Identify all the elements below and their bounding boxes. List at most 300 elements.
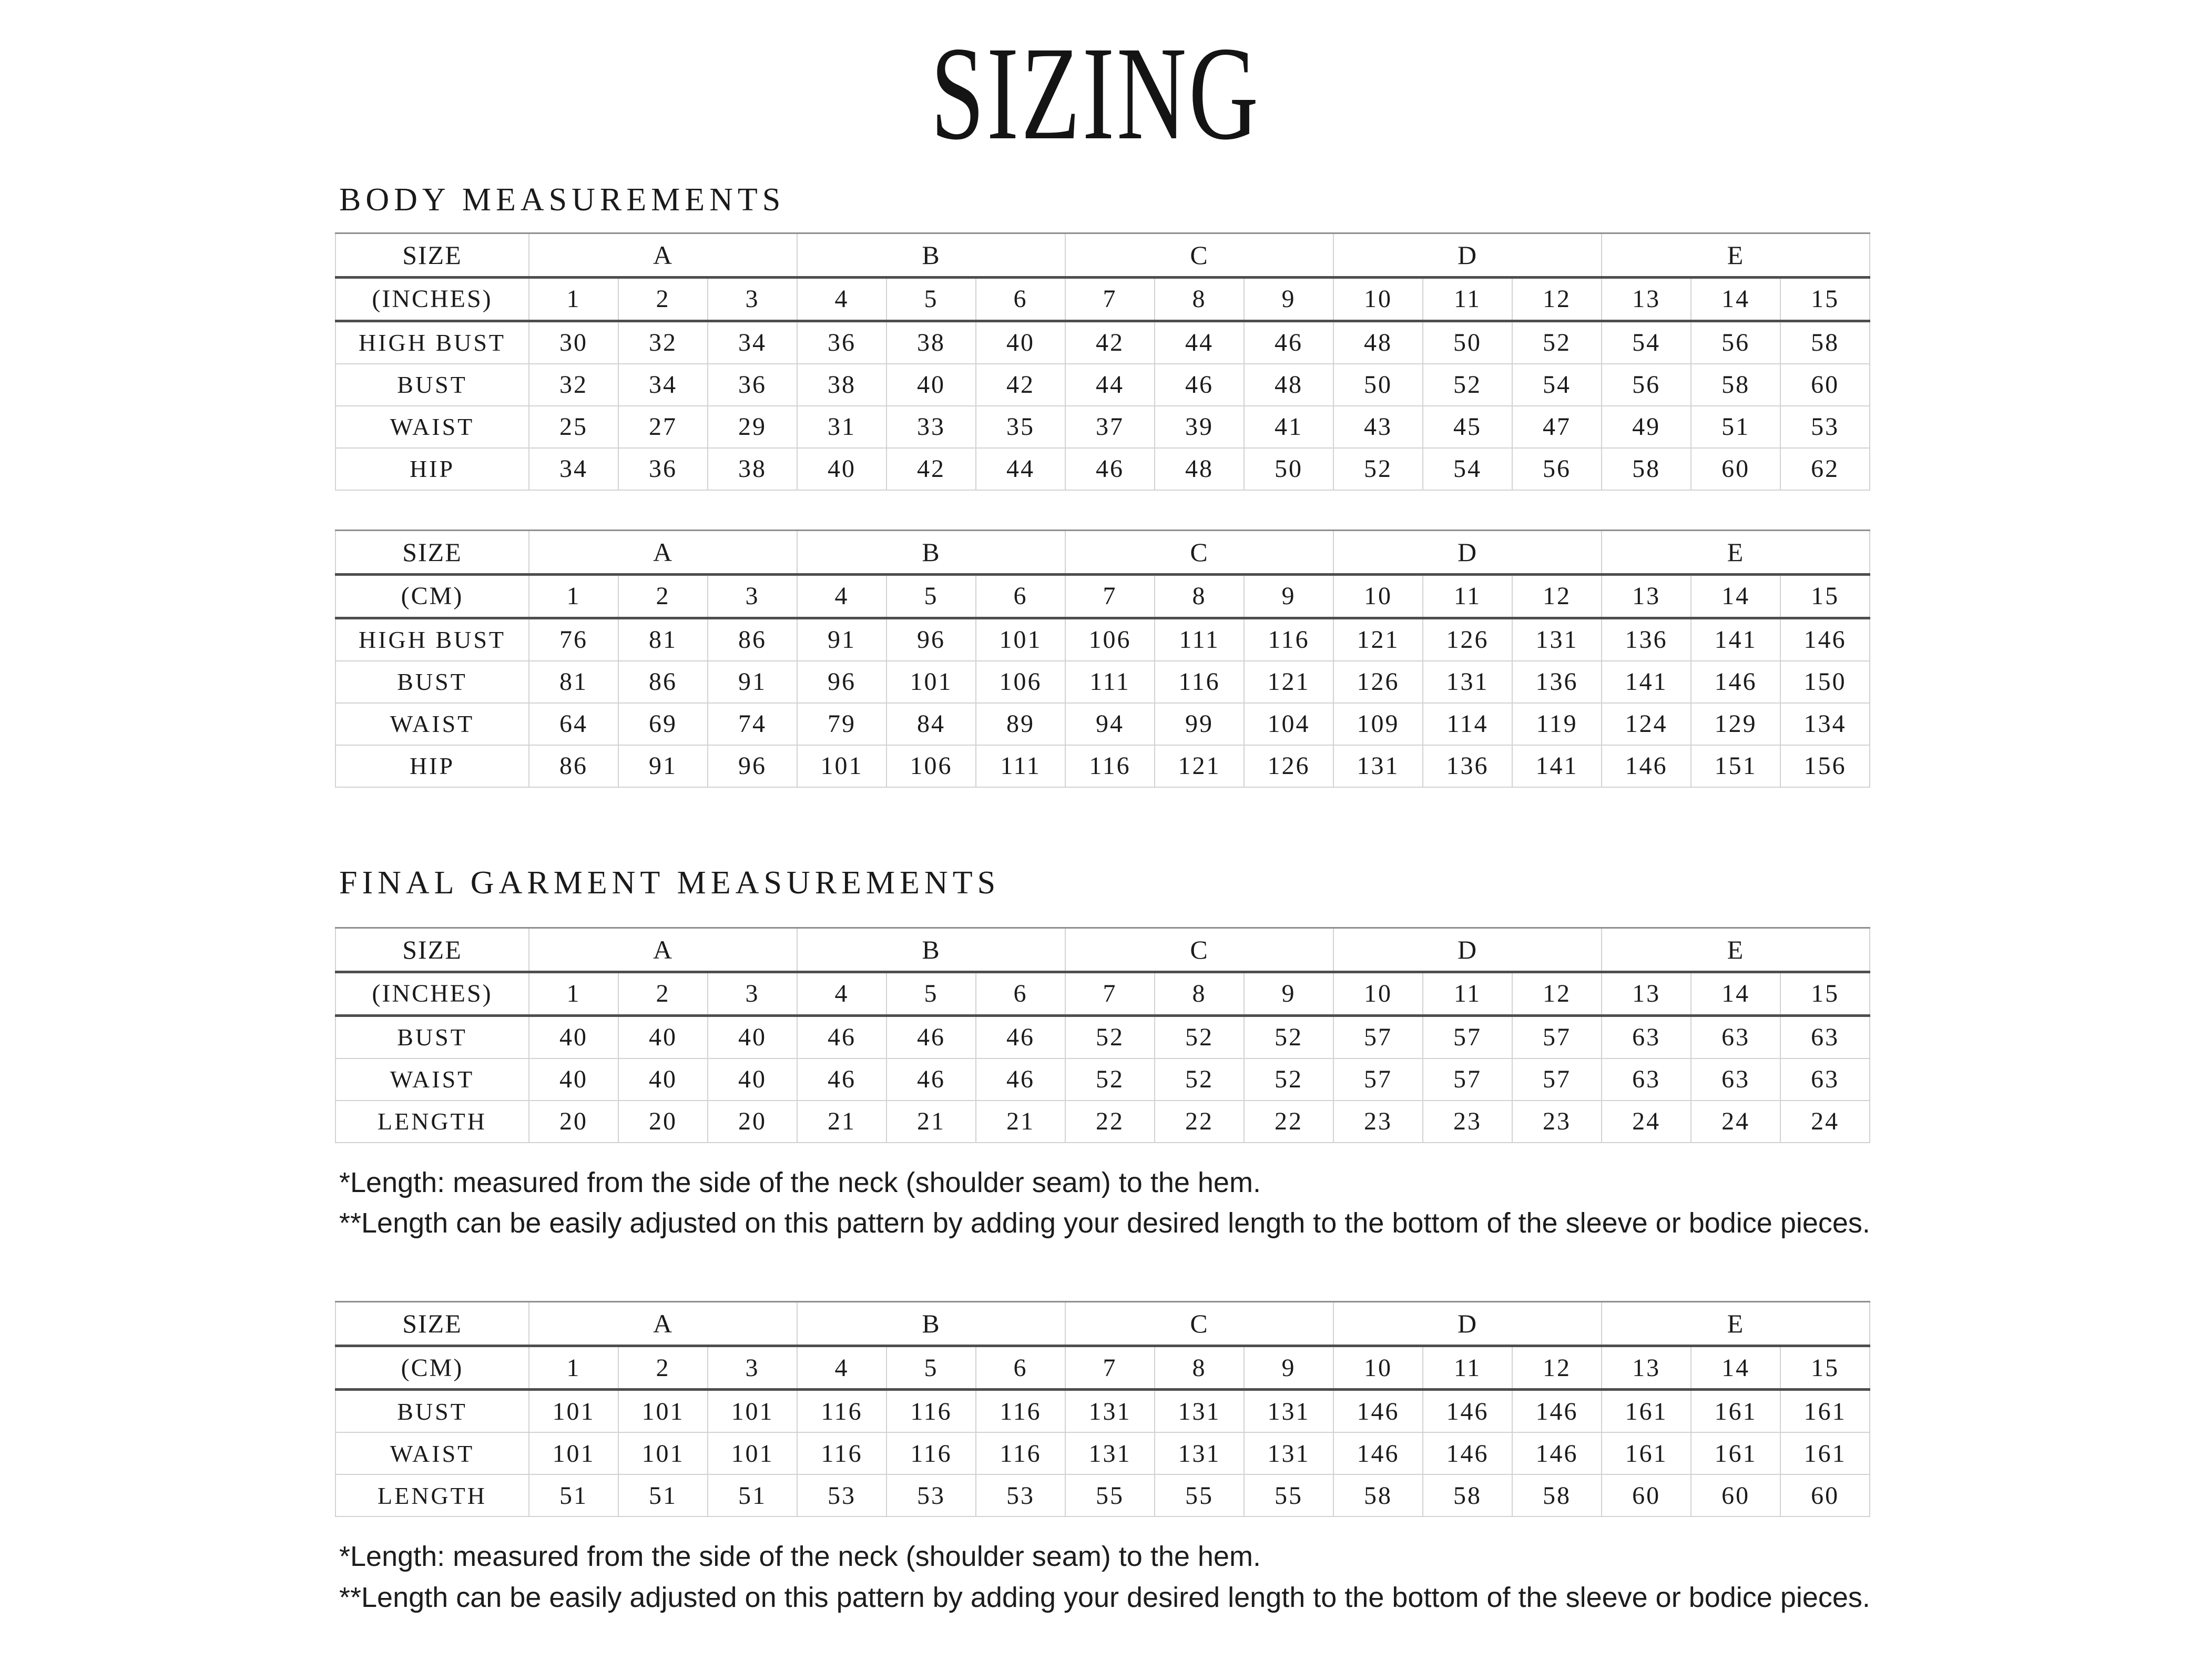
size-number-cell: 6	[976, 1346, 1065, 1390]
value-cell: 34	[618, 364, 708, 406]
value-cell: 55	[1155, 1474, 1244, 1516]
unit-header-cell: (CM)	[335, 1346, 529, 1390]
value-cell: 48	[1244, 364, 1333, 406]
value-cell: 48	[1333, 321, 1423, 364]
group-header-cell: D	[1333, 1302, 1602, 1346]
value-cell: 74	[708, 703, 797, 745]
size-number-cell: 12	[1512, 972, 1602, 1015]
value-cell: 29	[708, 406, 797, 448]
value-cell: 101	[976, 618, 1065, 661]
row-label-cell: BUST	[335, 661, 529, 703]
value-cell: 51	[1691, 406, 1780, 448]
value-cell: 134	[1780, 703, 1870, 745]
size-number-cell: 13	[1602, 1346, 1691, 1390]
value-cell: 38	[708, 448, 797, 490]
row-label-cell: WAIST	[335, 1058, 529, 1101]
value-cell: 101	[529, 1390, 618, 1433]
value-cell: 50	[1423, 321, 1512, 364]
row-label-cell: HIP	[335, 448, 529, 490]
size-number-header-row	[335, 574, 1870, 618]
size-number-cell: 14	[1691, 972, 1780, 1015]
size-number-cell: 13	[1602, 972, 1691, 1015]
value-cell: 161	[1602, 1432, 1691, 1474]
value-cell: 141	[1602, 661, 1691, 703]
group-header-cell: E	[1602, 928, 1870, 972]
value-cell: 136	[1423, 745, 1512, 787]
value-cell: 76	[529, 618, 618, 661]
value-cell: 30	[529, 321, 618, 364]
value-cell: 58	[1780, 321, 1870, 364]
value-cell: 57	[1423, 1015, 1512, 1058]
value-cell: 131	[1244, 1432, 1333, 1474]
value-cell: 109	[1333, 703, 1423, 745]
row-label-cell: LENGTH	[335, 1474, 529, 1516]
group-header-cell: B	[797, 530, 1065, 574]
garment-measurements-cm-table	[335, 1301, 1869, 1517]
value-cell: 69	[618, 703, 708, 745]
value-cell: 52	[1512, 321, 1602, 364]
value-cell: 25	[529, 406, 618, 448]
size-header-cell: SIZE	[335, 233, 529, 277]
value-cell: 44	[1065, 364, 1155, 406]
group-header-cell: E	[1602, 233, 1870, 277]
value-cell: 46	[797, 1058, 886, 1101]
size-number-cell: 15	[1780, 574, 1870, 618]
value-cell: 101	[886, 661, 976, 703]
value-cell: 146	[1512, 1390, 1602, 1433]
row-label-cell: BUST	[335, 364, 529, 406]
value-cell: 33	[886, 406, 976, 448]
value-cell: 121	[1333, 618, 1423, 661]
title-block	[0, 19, 2191, 168]
measurement-row	[335, 1058, 1870, 1101]
size-number-cell: 8	[1155, 972, 1244, 1015]
value-cell: 63	[1780, 1015, 1870, 1058]
value-cell: 34	[529, 448, 618, 490]
value-cell: 54	[1602, 321, 1691, 364]
value-cell: 161	[1780, 1390, 1870, 1433]
measurement-row	[335, 618, 1870, 661]
content-column	[335, 232, 1869, 788]
value-cell: 121	[1155, 745, 1244, 787]
size-number-cell: 12	[1512, 574, 1602, 618]
garment-measurements-inches-table	[335, 927, 1869, 1143]
size-number-cell: 12	[1512, 1346, 1602, 1390]
size-number-cell: 11	[1423, 574, 1512, 618]
size-number-cell: 5	[886, 1346, 976, 1390]
value-cell: 58	[1512, 1474, 1602, 1516]
value-cell: 43	[1333, 406, 1423, 448]
value-cell: 116	[797, 1432, 886, 1474]
footnote-length-definition: *Length: measured from the side of the neck (shoulder seam) to the hem.	[339, 1541, 1261, 1573]
value-cell: 49	[1602, 406, 1691, 448]
value-cell: 106	[886, 745, 976, 787]
value-cell: 58	[1691, 364, 1780, 406]
size-number-cell: 3	[708, 574, 797, 618]
value-cell: 63	[1691, 1058, 1780, 1101]
value-cell: 60	[1691, 448, 1780, 490]
value-cell: 40	[976, 321, 1065, 364]
value-cell: 38	[886, 321, 976, 364]
value-cell: 56	[1602, 364, 1691, 406]
size-number-cell: 2	[618, 277, 708, 321]
body-measurements-inches-table	[335, 232, 1869, 491]
footnote-length-definition: *Length: measured from the side of the neck (shoulder seam) to the hem.	[339, 1166, 1261, 1198]
value-cell: 56	[1691, 321, 1780, 364]
size-number-cell: 6	[976, 972, 1065, 1015]
size-number-cell: 14	[1691, 277, 1780, 321]
value-cell: 131	[1512, 618, 1602, 661]
value-cell: 116	[976, 1390, 1065, 1433]
row-label-cell: BUST	[335, 1390, 529, 1433]
value-cell: 96	[708, 745, 797, 787]
value-cell: 146	[1780, 618, 1870, 661]
value-cell: 141	[1691, 618, 1780, 661]
value-cell: 146	[1602, 745, 1691, 787]
size-number-cell: 10	[1333, 1346, 1423, 1390]
value-cell: 46	[976, 1015, 1065, 1058]
measurement-row	[335, 661, 1870, 703]
value-cell: 40	[708, 1058, 797, 1101]
value-cell: 126	[1244, 745, 1333, 787]
value-cell: 44	[1155, 321, 1244, 364]
measurement-row	[335, 1015, 1870, 1058]
group-header-cell: D	[1333, 530, 1602, 574]
value-cell: 111	[1155, 618, 1244, 661]
value-cell: 46	[1065, 448, 1155, 490]
value-cell: 146	[1512, 1432, 1602, 1474]
size-number-cell: 1	[529, 574, 618, 618]
value-cell: 81	[529, 661, 618, 703]
value-cell: 53	[797, 1474, 886, 1516]
group-header-cell: D	[1333, 233, 1602, 277]
value-cell: 40	[529, 1058, 618, 1101]
footnote-length-adjust: **Length can be easily adjusted on this pattern by adding your desired length to the bottom of the sleeve or bodice pieces.	[339, 1207, 1870, 1239]
value-cell: 161	[1691, 1432, 1780, 1474]
value-cell: 37	[1065, 406, 1155, 448]
value-cell: 21	[976, 1101, 1065, 1143]
value-cell: 46	[886, 1015, 976, 1058]
value-cell: 20	[618, 1101, 708, 1143]
row-label-cell: WAIST	[335, 703, 529, 745]
value-cell: 94	[1065, 703, 1155, 745]
group-header-cell: C	[1065, 233, 1333, 277]
size-number-cell: 8	[1155, 1346, 1244, 1390]
value-cell: 46	[976, 1058, 1065, 1101]
size-number-cell: 11	[1423, 277, 1512, 321]
value-cell: 24	[1780, 1101, 1870, 1143]
value-cell: 91	[618, 745, 708, 787]
size-number-cell: 14	[1691, 574, 1780, 618]
value-cell: 101	[708, 1390, 797, 1433]
value-cell: 34	[708, 321, 797, 364]
size-number-cell: 3	[708, 1346, 797, 1390]
size-header-cell: SIZE	[335, 530, 529, 574]
value-cell: 101	[618, 1390, 708, 1433]
value-cell: 84	[886, 703, 976, 745]
group-header-cell: A	[529, 233, 797, 277]
value-cell: 60	[1780, 1474, 1870, 1516]
size-number-cell: 10	[1333, 972, 1423, 1015]
row-label-cell: LENGTH	[335, 1101, 529, 1143]
value-cell: 20	[529, 1101, 618, 1143]
value-cell: 57	[1333, 1015, 1423, 1058]
value-cell: 101	[708, 1432, 797, 1474]
value-cell: 36	[708, 364, 797, 406]
size-group-header-row	[335, 1302, 1870, 1346]
value-cell: 54	[1512, 364, 1602, 406]
value-cell: 116	[797, 1390, 886, 1433]
value-cell: 50	[1244, 448, 1333, 490]
value-cell: 146	[1333, 1390, 1423, 1433]
value-cell: 146	[1423, 1432, 1512, 1474]
value-cell: 55	[1065, 1474, 1155, 1516]
value-cell: 121	[1244, 661, 1333, 703]
value-cell: 129	[1691, 703, 1780, 745]
value-cell: 131	[1065, 1390, 1155, 1433]
value-cell: 60	[1602, 1474, 1691, 1516]
value-cell: 63	[1602, 1058, 1691, 1101]
value-cell: 20	[708, 1101, 797, 1143]
value-cell: 46	[1244, 321, 1333, 364]
garment-measurements-cm-table-grid	[335, 1301, 1870, 1517]
measurement-row	[335, 406, 1870, 448]
value-cell: 40	[618, 1058, 708, 1101]
size-number-cell: 6	[976, 277, 1065, 321]
value-cell: 22	[1065, 1101, 1155, 1143]
group-header-cell: B	[797, 928, 1065, 972]
value-cell: 86	[618, 661, 708, 703]
value-cell: 40	[797, 448, 886, 490]
value-cell: 21	[886, 1101, 976, 1143]
value-cell: 119	[1512, 703, 1602, 745]
size-number-cell: 10	[1333, 277, 1423, 321]
row-label-cell: WAIST	[335, 1432, 529, 1474]
value-cell: 131	[1155, 1432, 1244, 1474]
final-garment-heading: FINAL GARMENT MEASUREMENTS	[339, 864, 1001, 901]
value-cell: 96	[886, 618, 976, 661]
size-header-cell: SIZE	[335, 928, 529, 972]
group-header-cell: C	[1065, 1302, 1333, 1346]
group-header-cell: E	[1602, 1302, 1870, 1346]
size-number-cell: 5	[886, 574, 976, 618]
value-cell: 91	[708, 661, 797, 703]
footnote-length-adjust: **Length can be easily adjusted on this pattern by adding your desired length to the bottom of the sleeve or bodice pieces.	[339, 1581, 1870, 1613]
group-header-cell: E	[1602, 530, 1870, 574]
size-number-cell: 5	[886, 277, 976, 321]
value-cell: 52	[1155, 1058, 1244, 1101]
size-number-cell: 12	[1512, 277, 1602, 321]
value-cell: 36	[618, 448, 708, 490]
value-cell: 131	[1065, 1432, 1155, 1474]
value-cell: 45	[1423, 406, 1512, 448]
value-cell: 116	[886, 1432, 976, 1474]
size-number-cell: 8	[1155, 574, 1244, 618]
value-cell: 52	[1244, 1015, 1333, 1058]
measurement-row	[335, 703, 1870, 745]
value-cell: 111	[1065, 661, 1155, 703]
value-cell: 156	[1780, 745, 1870, 787]
value-cell: 52	[1423, 364, 1512, 406]
page-title: SIZING	[930, 19, 1261, 168]
size-number-cell: 1	[529, 1346, 618, 1390]
measurement-row	[335, 1390, 1870, 1433]
value-cell: 161	[1602, 1390, 1691, 1433]
value-cell: 64	[529, 703, 618, 745]
value-cell: 114	[1423, 703, 1512, 745]
value-cell: 131	[1423, 661, 1512, 703]
measurement-row	[335, 1101, 1870, 1143]
sizing-page	[0, 19, 2191, 1680]
size-number-header-row	[335, 277, 1870, 321]
group-header-cell: A	[529, 928, 797, 972]
value-cell: 42	[886, 448, 976, 490]
row-label-cell: WAIST	[335, 406, 529, 448]
measurement-row	[335, 1474, 1870, 1516]
value-cell: 136	[1602, 618, 1691, 661]
group-header-cell: A	[529, 530, 797, 574]
value-cell: 141	[1512, 745, 1602, 787]
value-cell: 131	[1155, 1390, 1244, 1433]
unit-header-cell: (INCHES)	[335, 277, 529, 321]
value-cell: 53	[976, 1474, 1065, 1516]
size-number-cell: 11	[1423, 1346, 1512, 1390]
value-cell: 51	[618, 1474, 708, 1516]
size-number-cell: 9	[1244, 277, 1333, 321]
value-cell: 126	[1333, 661, 1423, 703]
value-cell: 126	[1423, 618, 1512, 661]
value-cell: 57	[1333, 1058, 1423, 1101]
size-number-cell: 7	[1065, 574, 1155, 618]
size-number-cell: 11	[1423, 972, 1512, 1015]
size-number-cell: 4	[797, 1346, 886, 1390]
value-cell: 60	[1780, 364, 1870, 406]
unit-header-cell: (INCHES)	[335, 972, 529, 1015]
value-cell: 46	[797, 1015, 886, 1058]
value-cell: 23	[1333, 1101, 1423, 1143]
value-cell: 111	[976, 745, 1065, 787]
size-number-cell: 2	[618, 972, 708, 1015]
value-cell: 46	[1155, 364, 1244, 406]
value-cell: 23	[1512, 1101, 1602, 1143]
value-cell: 51	[529, 1474, 618, 1516]
size-number-cell: 4	[797, 972, 886, 1015]
garment-cm-footnotes	[339, 1538, 2191, 1616]
value-cell: 42	[1065, 321, 1155, 364]
value-cell: 40	[886, 364, 976, 406]
value-cell: 44	[976, 448, 1065, 490]
value-cell: 40	[708, 1015, 797, 1058]
value-cell: 124	[1602, 703, 1691, 745]
value-cell: 62	[1780, 448, 1870, 490]
value-cell: 146	[1691, 661, 1780, 703]
value-cell: 99	[1155, 703, 1244, 745]
row-label-cell: HIP	[335, 745, 529, 787]
value-cell: 38	[797, 364, 886, 406]
value-cell: 116	[1244, 618, 1333, 661]
value-cell: 101	[797, 745, 886, 787]
value-cell: 22	[1155, 1101, 1244, 1143]
value-cell: 81	[618, 618, 708, 661]
value-cell: 39	[1155, 406, 1244, 448]
value-cell: 40	[618, 1015, 708, 1058]
value-cell: 86	[529, 745, 618, 787]
group-header-cell: C	[1065, 928, 1333, 972]
value-cell: 42	[976, 364, 1065, 406]
value-cell: 150	[1780, 661, 1870, 703]
value-cell: 63	[1602, 1015, 1691, 1058]
value-cell: 89	[976, 703, 1065, 745]
content-column-garment-cm	[335, 1301, 1869, 1517]
value-cell: 24	[1691, 1101, 1780, 1143]
value-cell: 106	[1065, 618, 1155, 661]
value-cell: 58	[1423, 1474, 1512, 1516]
size-number-cell: 7	[1065, 1346, 1155, 1390]
value-cell: 52	[1065, 1015, 1155, 1058]
size-number-cell: 3	[708, 972, 797, 1015]
value-cell: 101	[618, 1432, 708, 1474]
body-measurements-heading: BODY MEASUREMENTS	[339, 181, 786, 218]
size-header-cell: SIZE	[335, 1302, 529, 1346]
value-cell: 116	[1155, 661, 1244, 703]
size-group-header-row	[335, 928, 1870, 972]
size-number-cell: 9	[1244, 1346, 1333, 1390]
value-cell: 146	[1333, 1432, 1423, 1474]
value-cell: 146	[1423, 1390, 1512, 1433]
value-cell: 104	[1244, 703, 1333, 745]
value-cell: 35	[976, 406, 1065, 448]
value-cell: 23	[1423, 1101, 1512, 1143]
size-number-cell: 8	[1155, 277, 1244, 321]
value-cell: 52	[1155, 1015, 1244, 1058]
value-cell: 36	[797, 321, 886, 364]
size-number-cell: 7	[1065, 972, 1155, 1015]
value-cell: 57	[1423, 1058, 1512, 1101]
value-cell: 56	[1512, 448, 1602, 490]
row-label-cell: HIGH BUST	[335, 321, 529, 364]
value-cell: 24	[1602, 1101, 1691, 1143]
size-number-header-row	[335, 972, 1870, 1015]
measurement-row	[335, 321, 1870, 364]
value-cell: 57	[1512, 1015, 1602, 1058]
measurement-row	[335, 745, 1870, 787]
group-header-cell: B	[797, 1302, 1065, 1346]
size-number-cell: 9	[1244, 972, 1333, 1015]
size-number-cell: 7	[1065, 277, 1155, 321]
value-cell: 131	[1333, 745, 1423, 787]
value-cell: 52	[1244, 1058, 1333, 1101]
value-cell: 32	[529, 364, 618, 406]
size-number-cell: 4	[797, 574, 886, 618]
value-cell: 63	[1780, 1058, 1870, 1101]
value-cell: 32	[618, 321, 708, 364]
value-cell: 40	[529, 1015, 618, 1058]
value-cell: 86	[708, 618, 797, 661]
unit-header-cell: (CM)	[335, 574, 529, 618]
size-number-cell: 9	[1244, 574, 1333, 618]
row-label-cell: HIGH BUST	[335, 618, 529, 661]
size-number-cell: 13	[1602, 574, 1691, 618]
value-cell: 55	[1244, 1474, 1333, 1516]
size-number-cell: 6	[976, 574, 1065, 618]
value-cell: 60	[1691, 1474, 1780, 1516]
value-cell: 136	[1512, 661, 1602, 703]
value-cell: 116	[1065, 745, 1155, 787]
body-measurements-inches-table-grid	[335, 232, 1870, 491]
value-cell: 52	[1333, 448, 1423, 490]
size-number-cell: 4	[797, 277, 886, 321]
size-number-cell: 5	[886, 972, 976, 1015]
